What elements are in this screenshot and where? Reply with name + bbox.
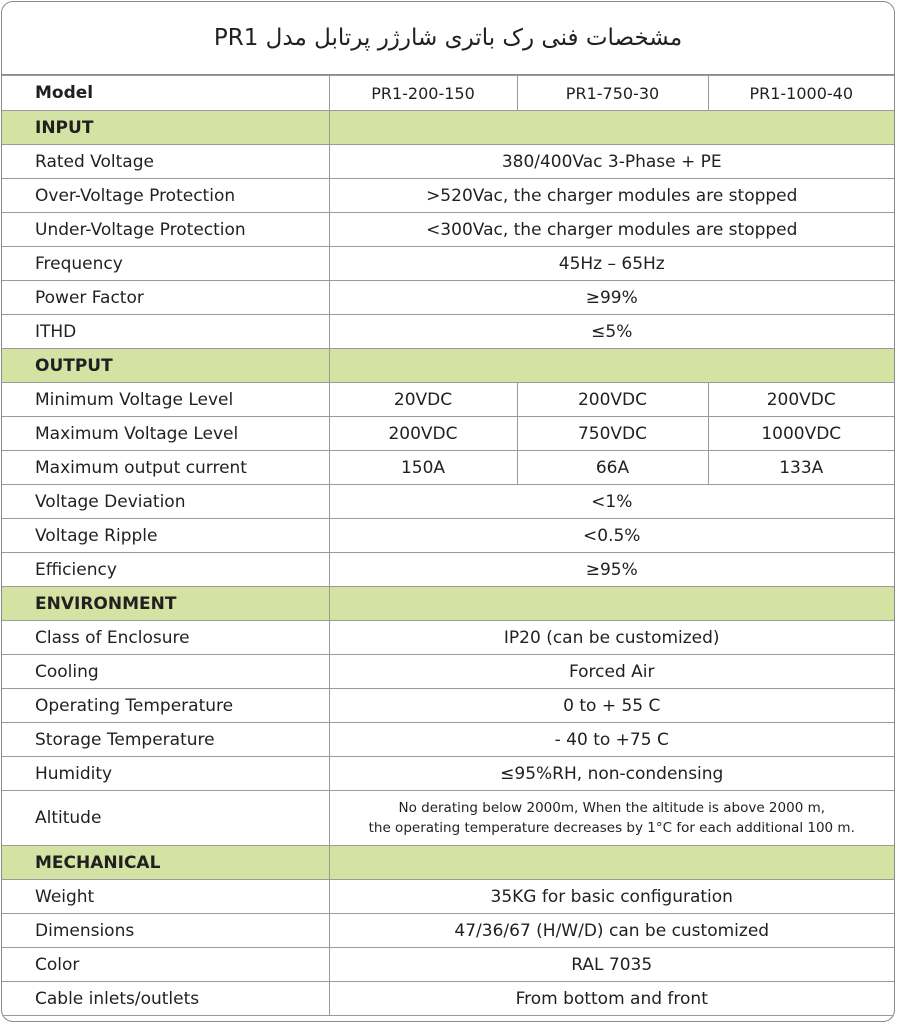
table-row	[2, 948, 894, 982]
table-row	[2, 247, 894, 281]
spec-card	[1, 1, 895, 1022]
row-label: Under-Voltage Protection	[2, 213, 329, 247]
row-value: 380/400Vac 3-Phase + PE	[329, 145, 894, 179]
table-row	[2, 485, 894, 519]
altitude-line-2: the operating temperature decreases by 1°C for each additional 100 m.	[368, 820, 855, 836]
row-value: <0.5%	[329, 519, 894, 553]
table-row	[2, 179, 894, 213]
row-label: Class of Enclosure	[2, 621, 329, 655]
row-value: ≤5%	[329, 315, 894, 349]
table-row	[2, 655, 894, 689]
section-title: MECHANICAL	[2, 846, 329, 880]
row-label: Altitude	[2, 791, 329, 846]
row-value: IP20 (can be customized)	[329, 621, 894, 655]
row-label: Color	[2, 948, 329, 982]
row-label: Maximum Voltage Level	[2, 417, 329, 451]
row-label: Maximum output current	[2, 451, 329, 485]
table-row	[2, 757, 894, 791]
row-value: 133A	[708, 451, 894, 485]
row-value: ≥95%	[329, 553, 894, 587]
table-row	[2, 451, 894, 485]
row-value: 45Hz – 65Hz	[329, 247, 894, 281]
table-row	[2, 914, 894, 948]
row-label: Minimum Voltage Level	[2, 383, 329, 417]
row-value	[329, 791, 894, 846]
row-value: 0 to + 55 C	[329, 689, 894, 723]
row-label: Cooling	[2, 655, 329, 689]
table-row	[2, 281, 894, 315]
table-row	[2, 213, 894, 247]
table-row	[2, 880, 894, 914]
model-name: PR1-200-150	[329, 76, 517, 111]
row-label: Efficiency	[2, 553, 329, 587]
section-environment	[2, 587, 894, 621]
table-row	[2, 982, 894, 1016]
table-row	[2, 621, 894, 655]
row-label: Power Factor	[2, 281, 329, 315]
row-label: Humidity	[2, 757, 329, 791]
row-label: Over-Voltage Protection	[2, 179, 329, 213]
section-title: ENVIRONMENT	[2, 587, 329, 621]
row-value: <1%	[329, 485, 894, 519]
model-name: PR1-1000-40	[708, 76, 894, 111]
row-value: 200VDC	[329, 417, 517, 451]
row-value: ≥99%	[329, 281, 894, 315]
row-value: >520Vac, the charger modules are stopped	[329, 179, 894, 213]
row-value: 35KG for basic configuration	[329, 880, 894, 914]
model-row	[2, 76, 894, 111]
row-value: 1000VDC	[708, 417, 894, 451]
row-label: Voltage Ripple	[2, 519, 329, 553]
row-label: Cable inlets/outlets	[2, 982, 329, 1016]
row-value: ≤95%RH, non-condensing	[329, 757, 894, 791]
section-output	[2, 349, 894, 383]
table-row	[2, 689, 894, 723]
section-title: OUTPUT	[2, 349, 329, 383]
row-label: Operating Temperature	[2, 689, 329, 723]
spec-table	[2, 75, 894, 1016]
row-value: <300Vac, the charger modules are stopped	[329, 213, 894, 247]
row-value: Forced Air	[329, 655, 894, 689]
row-label: Dimensions	[2, 914, 329, 948]
row-value: 200VDC	[708, 383, 894, 417]
table-row	[2, 723, 894, 757]
row-value: RAL 7035	[329, 948, 894, 982]
row-label: ITHD	[2, 315, 329, 349]
section-title: INPUT	[2, 111, 329, 145]
altitude-line-1: No derating below 2000m, When the altitude is above 2000 m,	[398, 800, 826, 816]
page-title: مشخصات فنی رک باتری شارژر پرتابل مدل PR1	[2, 2, 894, 75]
table-row	[2, 519, 894, 553]
model-name: PR1-750-30	[517, 76, 708, 111]
row-value: 66A	[517, 451, 708, 485]
table-row	[2, 145, 894, 179]
model-label: Model	[2, 76, 329, 111]
row-value: 150A	[329, 451, 517, 485]
table-row	[2, 417, 894, 451]
table-row	[2, 791, 894, 846]
row-label: Weight	[2, 880, 329, 914]
row-value: 20VDC	[329, 383, 517, 417]
row-value: - 40 to +75 C	[329, 723, 894, 757]
row-label: Storage Temperature	[2, 723, 329, 757]
table-row	[2, 383, 894, 417]
row-label: Frequency	[2, 247, 329, 281]
row-label: Voltage Deviation	[2, 485, 329, 519]
row-label: Rated Voltage	[2, 145, 329, 179]
section-mechanical	[2, 846, 894, 880]
table-row	[2, 315, 894, 349]
section-input	[2, 111, 894, 145]
row-value: 47/36/67 (H/W/D) can be customized	[329, 914, 894, 948]
row-value: 200VDC	[517, 383, 708, 417]
table-row	[2, 553, 894, 587]
row-value: From bottom and front	[329, 982, 894, 1016]
row-value: 750VDC	[517, 417, 708, 451]
